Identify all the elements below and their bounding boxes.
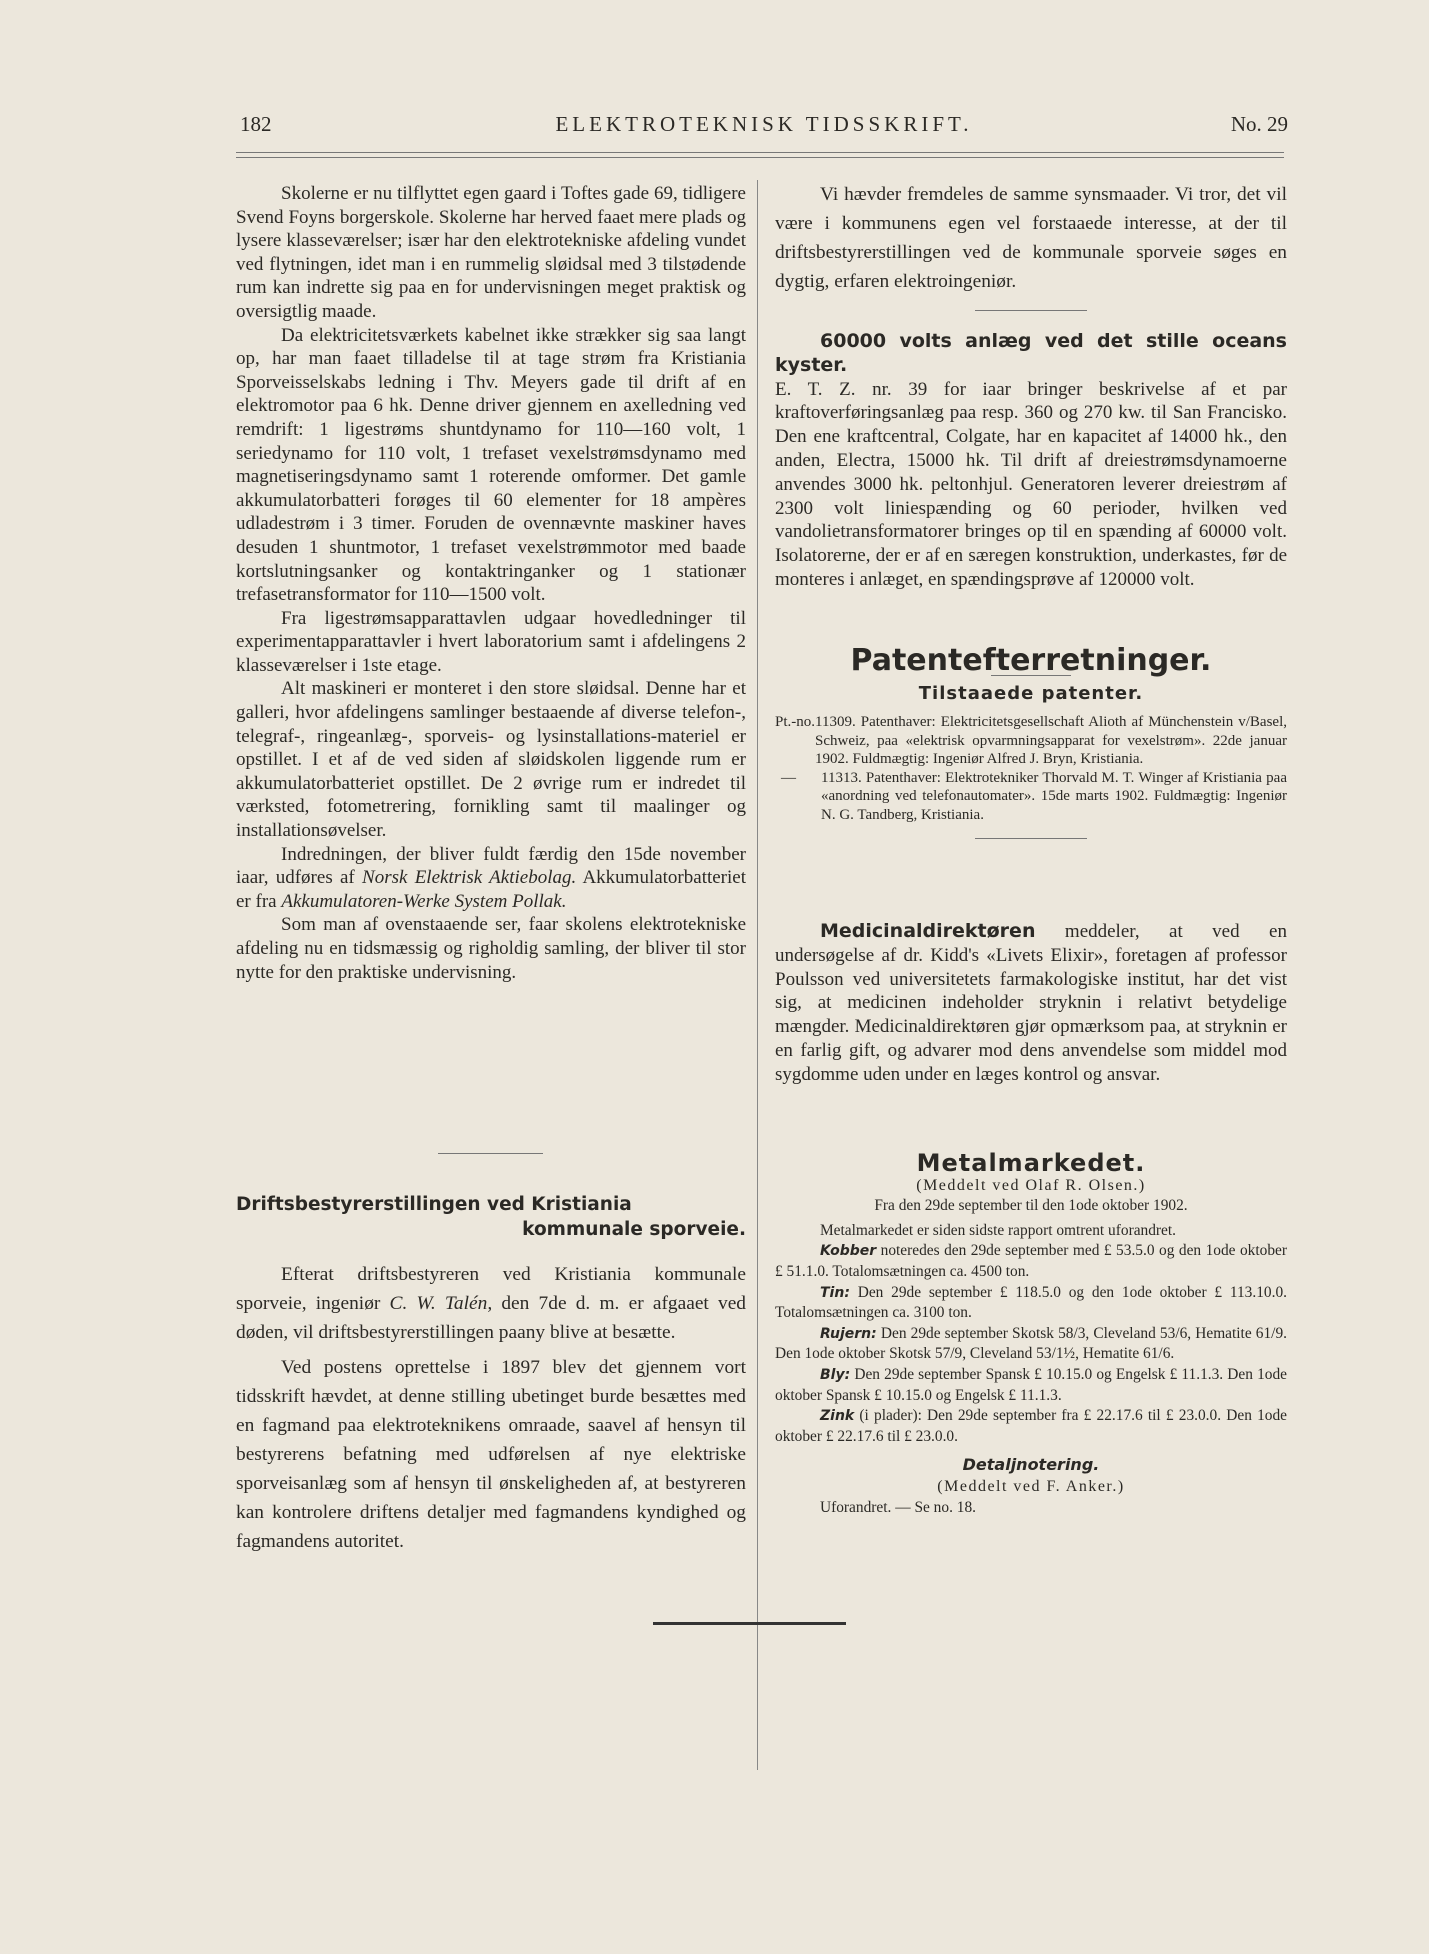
page-number: 182 [240, 112, 272, 136]
text-run: Den 29de september Spansk £ 10.15.0 og Engelsk £ 11.1.3. Den 1ode oktober Spansk £ 10.15.0 og Engelsk £ 11.1.3. [775, 1365, 1287, 1404]
drift-continuation [775, 180, 1287, 325]
article-heading: 60000 volts anlæg ved det stille oceans kyster. [775, 330, 1287, 376]
metal-label: Zink [820, 1408, 855, 1425]
drift-heading [236, 1192, 746, 1242]
section-separator [975, 310, 1087, 311]
text-run: Den 29de september Skotsk 58/3, Cleveland 53/6, Hematite 61/9. Den 1ode oktober Skotsk 57/9, Cleveland 53/1½, Hematite 61/6. [775, 1324, 1287, 1363]
pacific-article [775, 330, 1287, 592]
heading-line: kommunale sporveie. [522, 1219, 746, 1240]
market-entry [775, 1241, 1287, 1282]
journal-title: ELEKTROTEKNISK TIDSSKRIFT. [555, 112, 973, 136]
detail-source: (Meddelt ved F. Anker.) [937, 1477, 1125, 1495]
end-rule [653, 1622, 846, 1625]
text-run: Indredningen, der bliver fuldt færdig den 15de november iaar, udføres af [236, 843, 746, 889]
issue-number: No. 29 [1230, 112, 1288, 136]
section-separator [438, 1153, 543, 1154]
patents-section [775, 645, 1287, 853]
market-entry [775, 1365, 1287, 1406]
metal-label: Kobber [820, 1243, 877, 1260]
detail-heading: Detaljnotering. [962, 1455, 1100, 1475]
paragraph: Da elektricitetsværkets kabelnet ikke strækker sig saa langt op, har man faaet tilladelse til at tage strøm fra Kristiania Sporveisselskabs ledning i Thv. Meyers gade til drift af en elektromotor paa 6 hk. Denne driver gjennem en axelledning ved remdrift: 1 ligestrøms shuntdynamo for 110—160 volt, 1 seriedynamo for 110 volt, 1 trefaset vexelstrømsdynamo med magnetiseringsdynamo samt 1 roterende omformer. Det gamle akkumulatorbatteri forøges til 60 elementer for 18 ampères udladestrøm i 3 timer. Foruden de ovennævnte maskiner haves desuden 1 shuntmotor, 1 trefaset vexelstrømmotor med baade kortslutningsanker og kontaktringanker og 1 stationær trefasetransformator for 110—1500 volt. [236, 324, 746, 606]
school-article [236, 182, 746, 984]
market-entry [775, 1406, 1287, 1447]
paragraph: Fra ligestrømsapparattavlen udgaar hovedledninger til experimentapparattavler i hvert laboratorium samt i afdelingens 2 klasseværelser i 1ste etage. [236, 607, 746, 676]
text-run: (i plader): Den 29de september fra £ 22.17.6 til £ 23.0.0. Den 1ode oktober £ 22.17.6 til £ 23.0.0. [775, 1407, 1287, 1445]
paragraph [775, 920, 1287, 1087]
text-run: Akkumulatorbatteriet er fra [236, 867, 747, 912]
drift-article [236, 1260, 746, 1556]
metal-label: Tin: [820, 1284, 850, 1301]
person-name: C. W. Talén, [389, 1293, 493, 1314]
section-title: Patentefterretninger. [850, 643, 1212, 678]
page-header [240, 112, 1288, 142]
paragraph [775, 330, 1287, 378]
text-run: Efterat driftsbestyreren ved Kristiania kommunale sporveie, ingeniør [236, 1264, 746, 1314]
paragraph: Ved postens oprettelse i 1897 blev det gjennem vort tidsskrift hævdet, at denne stilling ubetinget burde besættes med en fagmand paa elektroteknikens omraade, saavel af hensyn til bestyrerens befatning med udførelsen af nye elektriske sporveisanlæg som af hensyn til ønskeligheden af, at bestyreren kan kontrolere driftens detaljer med fagmandens kyndighed og fagmandens autoritet. [236, 1357, 746, 1552]
summary: Metalmarkedet er siden sidste rapport omtrent uforandret. [820, 1221, 1176, 1239]
report-period: Fra den 29de september til den 1ode oktober 1902. [874, 1197, 1188, 1215]
text-run: meddeler, at ved en undersøgelse af dr. Kidd's «Livets Elixir», foretagen af professor Poulsson ved universitetets farmakologiske institut, har det vist sig, at medicinen indeholder stryknin i relativt betydelige mængder. Medicinaldirektøren gjør opmærksom paa, at stryknin er en farlig gift, og advarer mod dens anvendelse som middel mod sygdomme uden under en læges kontrol og ansvar. [775, 921, 1287, 1085]
header-rule [236, 152, 1284, 153]
metal-label: Rujern: [820, 1325, 877, 1342]
entry-text: 11313. Patenthaver: Elektrotekniker Thorvald M. T. Winger af Kristiania paa «anordning ved telefonautomater». 15de marts 1902. Fuldmægtig: Ingeniør N. G. Tandberg, Kristiania. [821, 769, 1287, 823]
section-title: Metalmarkedet. [916, 1149, 1146, 1177]
heading-line: Driftsbestyrerstillingen ved Kristiania [236, 1194, 632, 1215]
text-run: noteredes den 29de september med £ 53.5.0 og den 1ode oktober £ 51.1.0. Totalomsætningen ca. 4500 ton. [775, 1242, 1287, 1280]
entry-prefix: Pt.-no. [775, 714, 816, 731]
text-run: Den 29de september £ 118.5.0 og den 1ode oktober £ 113.10.0. Totalomsætningen ca. 3100 ton. [775, 1283, 1287, 1322]
source-credit: (Meddelt ved Olaf R. Olsen.) [916, 1176, 1146, 1194]
paragraph: Skolerne er nu tilflyttet egen gaard i Toftes gade 69, tidligere Svend Foyns borgerskole. Skolerne har herved faaet mere plads og lysere klasseværelser; især har den elektrotekniske afdeling vundet ved flytningen, idet man i en rummelig sløidsal med 3 tilstødende rum kan indrette sig paa en for undervisningen meget praktisk og oversigtlig maade. [236, 183, 746, 322]
notice-lead: Medicinaldirektøren [820, 920, 1036, 942]
detail-text: Uforandret. — Se no. 18. [820, 1498, 977, 1516]
section-subtitle: Tilstaaede patenter. [918, 682, 1144, 704]
paragraph: E. T. Z. nr. 39 for iaar bringer beskrivelse af et par kraftoverføringsanlæg paa resp. 360 og 270 kw. til San Francisko. Den ene kraftcentral, Colgate, har en kapacitet af 14000 hk., den anden, Electra, 15000 hk. Til drift af dreiestrømsdynamoerne anvendes 3000 hk. peltonhjul. Generatoren leverer dreiestrøm af 2300 volt liniespænding og 60 perioder, hvilken ved vandolietransformatorer bringes op til en spænding af 60000 volt. Isolatorerne, der er af en særegen konstruktion, underkastes, før de monteres i anlæget, en spændingsprøve af 120000 volt. [775, 378, 1287, 590]
entry-text: 11309. Patenthaver: Elektricitetsgesellschaft Alioth af Münchenstein v/Basel, Schweiz, paa «elektrisk opvarmningsapparat for vexelstrøm». 22de januar 1902. Fuldmægtig: Ingeniør Alfred J. Bryn, Kristiania. [815, 714, 1287, 768]
paragraph [236, 843, 746, 914]
medical-notice [775, 920, 1287, 1087]
paragraph: Som man af ovenstaaende ser, faar skolens elektrotekniske afdeling nu en tidsmæssig og righoldig samling, der bliver til stor nytte for den praktiske undervisning. [236, 914, 746, 983]
section-separator [975, 838, 1087, 839]
text-run: den 7de d. m. er afgaaet ved døden, vil driftsbestyrerstillingen paany blive at besætte. [236, 1293, 746, 1343]
market-entry [775, 1324, 1287, 1365]
column-divider [757, 180, 758, 1770]
paragraph [236, 1260, 746, 1347]
entry-prefix: — [781, 769, 796, 786]
market-entry [775, 1283, 1287, 1324]
metal-label: Bly: [820, 1366, 851, 1383]
header-rule-double [236, 157, 1284, 158]
paragraph: Alt maskineri er monteret i den store sløidsal. Denne har et galleri, hvor afdelingens samlinger bestaaende af diverse telefon-, telegraf-, ringeanlæg-, sporveis- og lysinstallations-materiel er opstillet. I et af de ved siden af sløidskolen liggende rum er akkumulatorbatteriet opstillet. De 2 øvrige rum er indredet til værksted, fotometrering, fornikling samt til maalinger og installationsøvelser. [236, 678, 746, 842]
metal-market [775, 1149, 1287, 1518]
company-name: Norsk Elektrisk Aktiebolag. [362, 867, 577, 889]
paragraph: Vi hævder fremdeles de samme synsmaader. Vi tror, det vil være i kommunens egen vel forstaaede interesse, at der til driftsbestyrerstillingen ved de kommunale sporveie søges en dygtig, erfaren elektroingeniør. [775, 184, 1287, 292]
patent-entry [775, 769, 1287, 825]
company-name: Akkumulatoren-Werke System Pollak. [281, 890, 567, 912]
patent-entry [775, 713, 1287, 769]
